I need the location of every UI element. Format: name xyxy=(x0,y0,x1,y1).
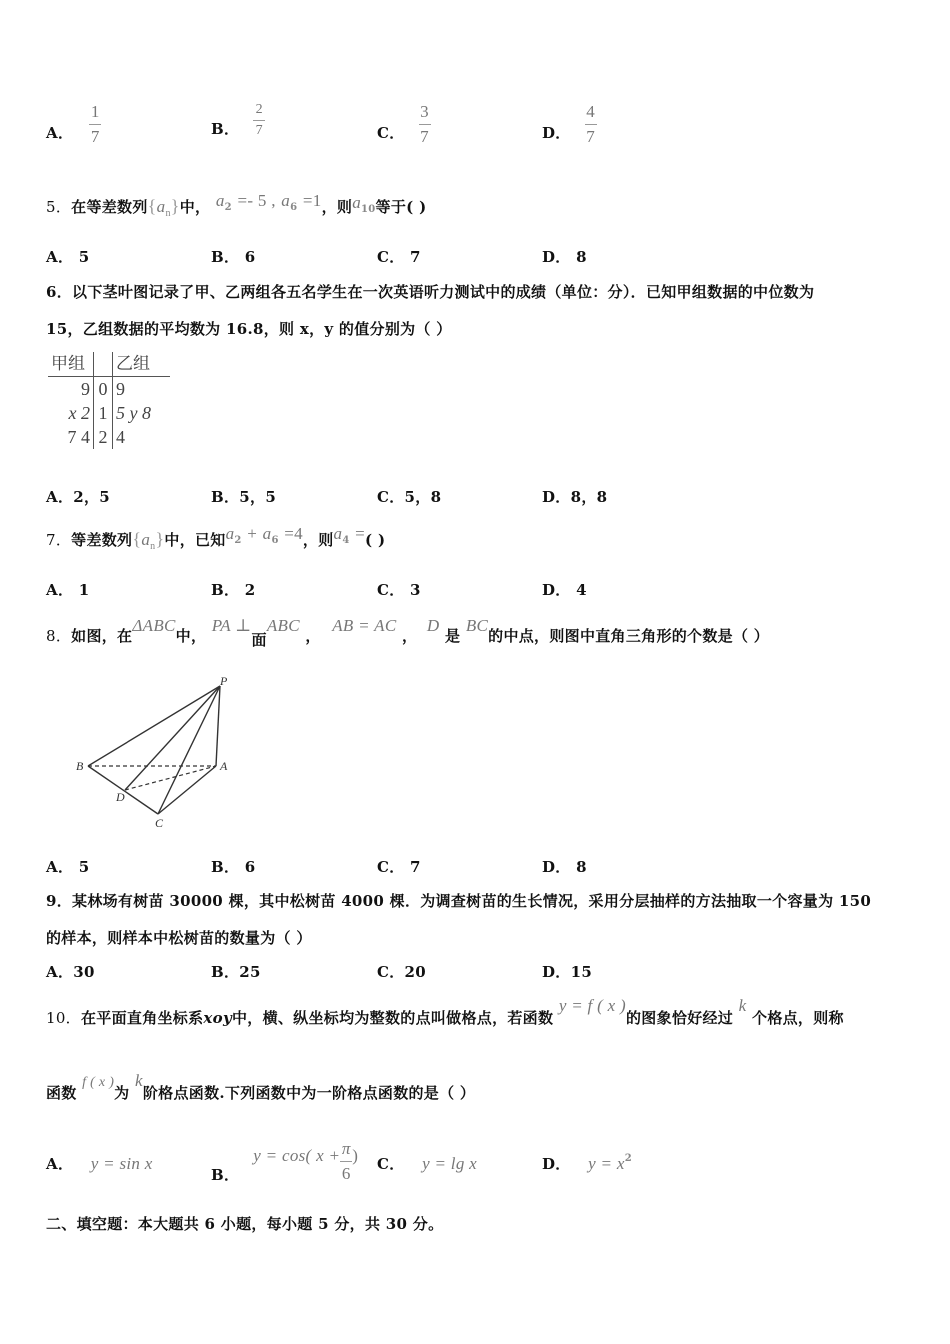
label-a: A xyxy=(220,759,228,773)
q8-option-c: C． 7 xyxy=(377,858,421,876)
header-right: 乙组 xyxy=(116,354,150,374)
q4-option-b xyxy=(211,102,265,139)
leaf-left: 7 4 xyxy=(67,427,90,447)
q5-option-b: B． 6 xyxy=(211,248,256,266)
stem: 0 xyxy=(94,377,113,402)
leaf-right: 9 xyxy=(116,379,125,399)
q5-question: 5．在等差数列$\{a_n\}$中， $a_2 =- 5$ , $a_6 =1$，则$a_{10}$等于( ) xyxy=(46,191,427,219)
q10-question-line1: 10．在平面直角坐标系xoy中，横、纵坐标均为整数的点叫做格点，若函数 y = f ( x )的图象恰好经过 k 个格点，则称 xyxy=(46,996,844,1027)
q10-option-a: A． y = sin x xyxy=(46,1154,153,1173)
q9-option-b: B．25 xyxy=(211,963,261,981)
leaf-left: x 2 xyxy=(68,403,90,423)
q7-question: 7．等差数列$\{a_n\}$中，已知$a_2 + a_6 =4$，则$a_4$ =( ) xyxy=(46,524,386,552)
section-heading: 二、填空题：本大题共 6 小题，每小题 5 分，共 30 分。 xyxy=(46,1215,444,1233)
q6-option-d: D．8，8 xyxy=(542,488,608,506)
q8-question: 8．如图，在ΔABC中， PA ⊥面ABC ， AB = AC ， D 是 BC的中点，则图中直角三角形的个数是（ ） xyxy=(46,616,770,649)
fraction: $\frac{\pi}{6}$ xyxy=(341,1139,351,1183)
q8-option-a: A． 5 xyxy=(46,858,90,876)
q5-option-d: D． 8 xyxy=(542,248,587,266)
q4-option-d xyxy=(542,102,597,147)
option-label: D． xyxy=(542,124,571,142)
q10-option-c: C． y = lg x xyxy=(377,1154,478,1173)
leaf-right: 4 xyxy=(116,427,125,447)
q4-option-c xyxy=(377,102,431,147)
q9-question-line1: 9．某林场有树苗 30000 棵，其中松树苗 4000 棵．为调查树苗的生长情况，采用分层抽样的方法抽取一个容量为 150 xyxy=(46,892,872,910)
q10-option-b: B． y = cos( x + $\frac{\pi}{6}$ ) xyxy=(211,1139,359,1184)
option-label: B． xyxy=(211,120,240,138)
fraction: $\frac{1}{7}$ xyxy=(90,102,100,146)
q5-option-a: A． 5 xyxy=(46,248,90,266)
q5-option-c: C． 7 xyxy=(377,248,421,266)
q7-option-b: B． 2 xyxy=(211,581,256,599)
stem: 2 xyxy=(94,425,113,449)
option-label: A． xyxy=(46,124,74,142)
label-c: C xyxy=(155,816,164,830)
stem-leaf-plot xyxy=(48,352,170,449)
q6-question-line2: 15，乙组数据的平均数为 16.8，则 x，y 的值分别为（ ） xyxy=(46,320,452,338)
q7-option-c: C． 3 xyxy=(377,581,421,599)
q10-question-line2: 函数 f ( x )为 k阶格点函数.下列函数中为一阶格点函数的是（ ） xyxy=(46,1071,476,1102)
q9-option-a: A．30 xyxy=(46,963,95,981)
header-left: 甲组 xyxy=(51,354,85,374)
q9-option-d: D．15 xyxy=(542,963,593,981)
q8-option-b: B． 6 xyxy=(211,858,256,876)
label-p: P xyxy=(220,674,228,688)
pyramid-figure xyxy=(70,672,240,832)
fraction: $\frac{4}{7}$ xyxy=(586,102,596,146)
q9-question-line2: 的样本，则样本中松树苗的数量为（ ） xyxy=(46,929,312,947)
fraction: $\frac{3}{7}$ xyxy=(420,102,429,146)
fraction: $\frac{2}{7}$ xyxy=(253,102,265,139)
q6-option-b: B．5，5 xyxy=(211,488,277,506)
q6-option-c: C．5，8 xyxy=(377,488,442,506)
q8-option-d: D． 8 xyxy=(542,858,587,876)
label-d: D xyxy=(116,790,125,804)
label-b: B xyxy=(76,759,84,773)
q9-option-c: C．20 xyxy=(377,963,427,981)
q10-option-d: D． $y = x^2$ xyxy=(542,1153,632,1173)
q6-option-a: A．2，5 xyxy=(46,488,111,506)
q4-option-a xyxy=(46,102,101,147)
option-label: C． xyxy=(377,124,405,142)
q6-question-line1: 6．以下茎叶图记录了甲、乙两组各五名学生在一次英语听力测试中的成绩（单位：分）．已知甲组数据的中位数为 xyxy=(46,283,815,301)
q7-option-d: D． 4 xyxy=(542,581,587,599)
stem: 1 xyxy=(94,401,113,425)
edge-pa xyxy=(216,686,220,766)
leaf-left: 9 xyxy=(81,379,90,399)
q7-option-a: A． 1 xyxy=(46,581,90,599)
leaf-right: 5 y 8 xyxy=(116,403,151,423)
